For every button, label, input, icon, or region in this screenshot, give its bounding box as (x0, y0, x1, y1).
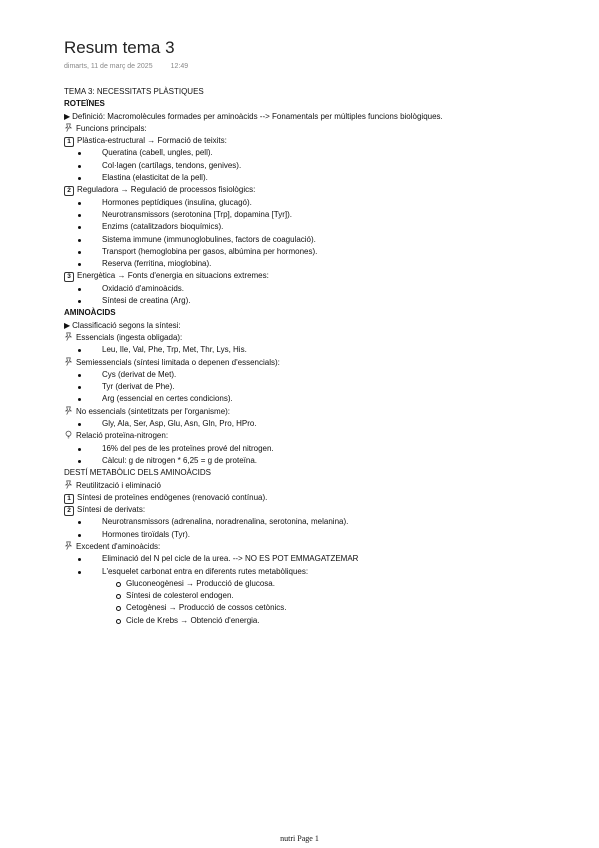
list-item: Tyr (derivat de Phe). (102, 382, 175, 392)
list-item: Cicle de Krebs → Obtenció d'energia. (126, 615, 260, 625)
list-item: Hormones tiroïdals (Tyr). (102, 529, 191, 539)
list-item: Reserva (ferritina, mioglobina). (102, 259, 212, 269)
list-item: Hormones peptídiques (insulina, glucagó). (102, 197, 252, 207)
bullet-item (64, 393, 564, 405)
numbered-line (64, 504, 564, 516)
list-item: Arg (essencial en certes condicions). (102, 394, 233, 404)
triangle-icon: ▶ (64, 111, 71, 121)
bullet-item (64, 209, 564, 221)
page-date: dimarts, 11 de març de 2025 (64, 63, 153, 70)
list-item: Cetogènesi → Producció de cossos cetònics. (126, 603, 287, 613)
bullet-item (64, 529, 564, 541)
numbered-line (64, 135, 564, 147)
page-title: Resum tema 3 (64, 38, 175, 57)
pushpin-icon (64, 123, 73, 132)
list-item: Essencials (ingesta obligada): (76, 332, 183, 342)
pushpin-icon (64, 541, 73, 550)
list-item: 16% del pes de les proteïnes prové del nitrogen. (102, 443, 274, 453)
bullet-item (64, 283, 564, 295)
pin-line (64, 332, 564, 344)
list-item: L'esquelet carbonat entra en diferents rutes metabòliques: (102, 566, 309, 576)
sub-bullet-item (64, 615, 564, 627)
subsection-heading: DESTÍ METABÒLIC DELS AMINOÀCIDS (64, 468, 211, 478)
list-item: Neurotransmissors (serotonina [Trp], dopamina [Tyr]). (102, 209, 292, 219)
list-item: Enzims (catalitzadors bioquímics). (102, 222, 224, 232)
number-badge: 1 (64, 137, 74, 147)
numbered-line (64, 184, 564, 196)
heading-line (64, 98, 564, 110)
list-item: Col·lagen (cartílags, tendons, genives). (102, 160, 242, 170)
bullet-item (64, 566, 564, 578)
bullet-item (64, 221, 564, 233)
list-item: Queratina (cabell, ungles, pell). (102, 148, 213, 158)
subsection-heading: ROTEÏNES (64, 99, 105, 109)
bullet-item (64, 258, 564, 270)
sub-bullet-item (64, 590, 564, 602)
list-item: Síntesi de proteïnes endògenes (renovació contínua). (77, 492, 268, 502)
list-item: Elastina (elasticitat de la pell). (102, 173, 208, 183)
bullet-item (64, 344, 564, 356)
pin-line (64, 406, 564, 418)
section-heading: TEMA 3: NECESSITATS PLÀSTIQUES (64, 87, 204, 96)
bullet-item (64, 516, 564, 528)
list-item: Gluconeogènesi → Producció de glucosa. (126, 578, 275, 588)
list-item: Cys (derivat de Met). (102, 369, 177, 379)
list-item: Oxidació d'aminoàcids. (102, 283, 185, 293)
sub-bullet-item (64, 602, 564, 614)
list-item: Excedent d'aminoàcids: (76, 541, 161, 551)
pin-line (64, 480, 564, 492)
bullet-item (64, 369, 564, 381)
bullet-item (64, 147, 564, 159)
bullet-item (64, 172, 564, 184)
bullet-item (64, 553, 564, 565)
list-item: Síntesi de derivats: (77, 505, 146, 515)
heading-line (64, 467, 564, 479)
list-item: Reutilització i eliminació (76, 480, 161, 490)
list-item: Sistema immune (immunoglobulines, factors de coagulació). (102, 234, 316, 244)
pushpin-icon (64, 480, 73, 489)
pin-line (64, 123, 564, 135)
heading-line (64, 307, 564, 319)
pin-line (64, 357, 564, 369)
number-badge: 3 (64, 272, 74, 282)
bullet-item (64, 455, 564, 467)
list-item: Reguladora → Regulació de processos fisiològics: (77, 185, 256, 195)
number-badge: 2 (64, 186, 74, 196)
list-item: Síntesi de colesterol endogen. (126, 591, 234, 601)
list-item: Gly, Ala, Ser, Asp, Glu, Asn, Gln, Pro, HPro. (102, 419, 257, 429)
bullet-item (64, 160, 564, 172)
lightbulb-icon (64, 430, 73, 439)
definition-line (64, 111, 564, 123)
list-item: Relació proteïna-nitrogen: (76, 431, 169, 441)
page-timestamp (64, 63, 188, 70)
page-time: 12:49 (170, 63, 189, 70)
list-item: Síntesi de creatina (Arg). (102, 296, 191, 306)
list-item: Transport (hemoglobina per gasos, albúmina per hormones). (102, 246, 318, 256)
list-item: Eliminació del N pel cicle de la urea. --> NO ES POT EMMAGATZEMAR (102, 554, 359, 564)
triangle-line (64, 320, 564, 332)
number-badge: 2 (64, 506, 74, 516)
bullet-item (64, 197, 564, 209)
pin-line (64, 541, 564, 553)
number-badge: 1 (64, 494, 74, 504)
sub-bullet-item (64, 578, 564, 590)
list-item: Neurotransmissors (adrenalina, noradrenalina, serotonina, melanina). (102, 517, 349, 527)
bullet-item (64, 418, 564, 430)
heading-line (64, 86, 564, 98)
list-item: Energètica → Fonts d'energia en situacions extremes: (77, 271, 269, 281)
bullet-item (64, 246, 564, 258)
subsection-heading: AMINOÀCIDS (64, 308, 116, 318)
triangle-icon: ▶ (64, 320, 71, 330)
list-item: Semiessencials (síntesi limitada o depenen d'essencials): (76, 357, 280, 367)
page-footer: nutri Page 1 (280, 834, 319, 843)
bullet-item (64, 295, 564, 307)
list-item: Plàstica-estructural → Formació de teixits: (77, 136, 227, 146)
pushpin-icon (64, 357, 73, 366)
numbered-line (64, 492, 564, 504)
pushpin-icon (64, 332, 73, 341)
pushpin-icon (64, 406, 73, 415)
list-item: Càlcul: g de nitrogen * 6,25 = g de proteïna. (102, 455, 257, 465)
numbered-line (64, 270, 564, 282)
note-content (64, 86, 564, 627)
list-item: Classificació segons la síntesi: (72, 320, 181, 330)
bulb-line (64, 430, 564, 442)
bullet-item (64, 443, 564, 455)
list-item: Funcions principals: (76, 123, 147, 133)
bullet-item (64, 234, 564, 246)
definition-text: Definició: Macromolècules formades per aminoàcids --> Fonamentals per múltiples funcions biològiques. (72, 111, 443, 121)
bullet-item (64, 381, 564, 393)
list-item: Leu, Ile, Val, Phe, Trp, Met, Thr, Lys, His. (102, 345, 247, 355)
list-item: No essencials (sintetitzats per l'organisme): (76, 406, 231, 416)
